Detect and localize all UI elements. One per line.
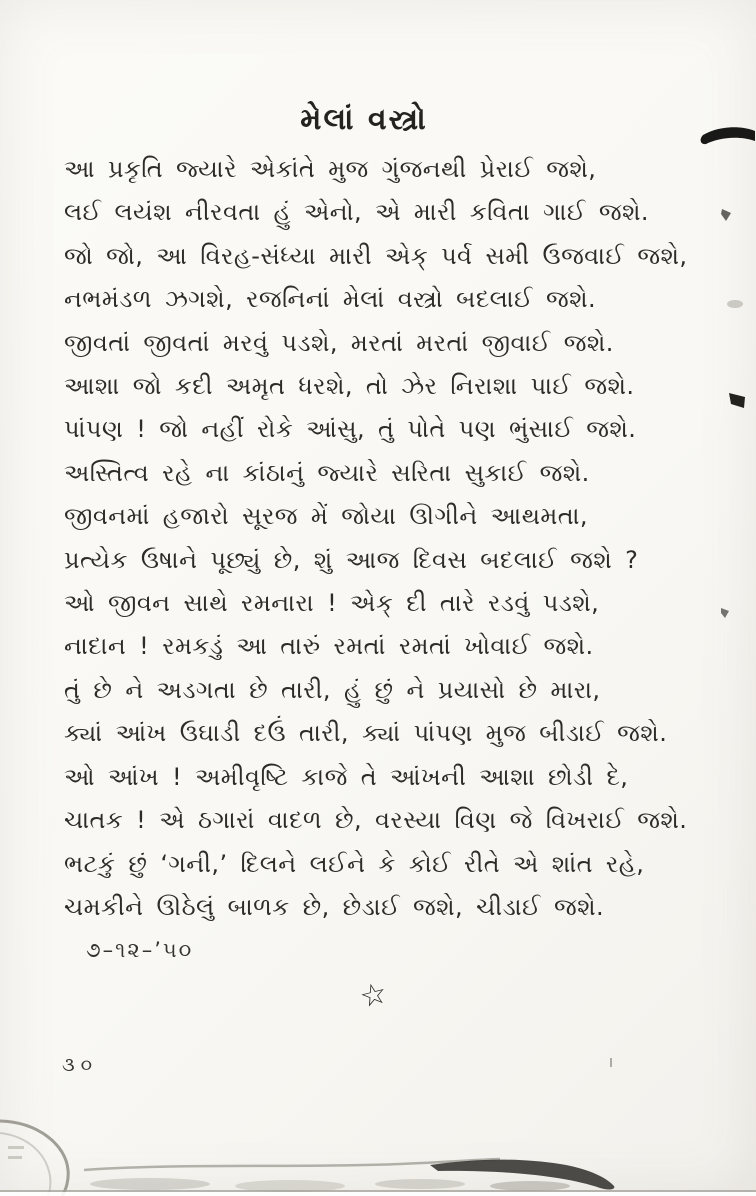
poem-line: ક્યાં આંખ ઉઘાડી દઉં તારી, ક્યાં પાંપણ મુજ બીડાઈ જશે. [64,719,668,748]
scan-artifact-smudge-4 [375,1179,465,1189]
poem-couplet [64,756,712,843]
poem-line: ભટકું છું ‘ગની,’ દિલને લઈને કે કોઈ રીતે એ શાંત રહે, [64,849,645,878]
composition-date: ૭–૧૨–’૫૦ [86,938,194,962]
poem-line: પ્રત્યેક ઉષાને પૂછ્યું છે, શું આજ દિવસ બદલાઈ જશે ? [64,545,639,574]
poem-line: ચાતક ! એ ઠગારાં વાદળ છે, વરસ્યા વિણ જે વિખરાઈ જશે. [64,806,688,835]
poem-couplet [64,582,712,669]
scan-artifact-smudge-1 [727,300,743,308]
poem-body [64,148,712,929]
page-number: ૩૦ [62,1054,99,1076]
star-divider-icon: ☆ [356,975,391,1016]
poem-title: મેલાં વસ્ત્રો [300,102,428,138]
poem-line: જીવતાં જીવતાં મરવું પડશે, મરતાં મરતાં જીવાઈ જશે. [64,328,614,357]
poem-couplet [64,495,712,582]
scan-artifact-base-white [0,1192,756,1196]
poem-line: નાદાન ! રમકડું આ તારું રમતાં રમતાં ખોવાઈ જશે. [64,632,594,661]
poem-line: ઓ જીવન સાથે રમનારા ! એક્ દી તારે રડવું પડશે, [64,589,600,618]
poem-couplet [64,843,712,930]
poem-couplet [64,235,712,322]
scan-artifact-wedge [729,393,745,408]
scan-artifact-speck-2 [721,608,729,618]
scan-artifact-curl-text-1 [8,1146,24,1149]
scan-artifact-base-line [0,1190,756,1192]
poem-line: આ પ્રકૃતિ જ્યારે એકાંતે મુજ ગુંજનથી પ્રેરાઈ જશે, [64,155,597,183]
poem-line: તું છે ને અડગતા છે તારી, હું છું ને પ્રયાસો છે મારા, [64,675,601,704]
poem-line: પાંપણ ! જો નહીં રોકે આંસુ, તું પોતે પણ ભુંસાઈ જશે. [64,415,637,444]
scan-artifact-dark-edge [430,1160,614,1190]
poem-line: ચમકીને ઊઠેલું બાળક છે, છેડાઈ જશે, ચીડાઈ જશે. [64,892,605,921]
poem-line: અસ્તિત્વ રહે ના કાંઠાનું જ્યારે સરિતા સુકાઈ જશે. [64,458,590,487]
scan-artifact-speck-1 [721,209,731,221]
scan-artifact-smudge-5 [490,1181,570,1191]
scan-artifact-smudge-3 [235,1180,345,1192]
poem-line: લઈ લયંશ નીરવતા હું એનો, એ મારી કવિતા ગાઈ જશે. [64,198,649,227]
poem-couplet [64,669,712,756]
poem-couplet [64,322,712,409]
scan-artifact-tick [610,1058,612,1067]
scan-artifact-page-curl [0,1121,68,1196]
poem-line: જીવનમાં હજારો સૂરજ મેં જોયા ઊગીને આથમતા, [64,502,588,531]
scan-artifact-page-edge-line [84,1159,500,1170]
poem-line: આશા જો કદી અમૃત ધરશે, તો ઝેર નિરાશા પાઈ જશે. [64,372,635,401]
scan-artifact-curl-text-2 [8,1156,22,1159]
poem-line: જો જો, આ વિરહ-સંધ્યા મારી એક્ પર્વ સમી ઉજવાઈ જશે, [64,241,688,270]
scan-artifact-page-curl-inner [0,1133,50,1196]
poem-line: નભમંડળ ઝગશે, રજનિનાં મેલાં વસ્ત્રો બદલાઈ જશે. [64,285,597,314]
poem-couplet [64,408,712,495]
poem-couplet [64,148,712,235]
scan-artifact-smudge-2 [90,1178,210,1190]
poem-line: ઓ આંખ ! અમીવૃષ્ટિ કાજે તે આંખની આશા છોડી દે, [64,762,629,791]
